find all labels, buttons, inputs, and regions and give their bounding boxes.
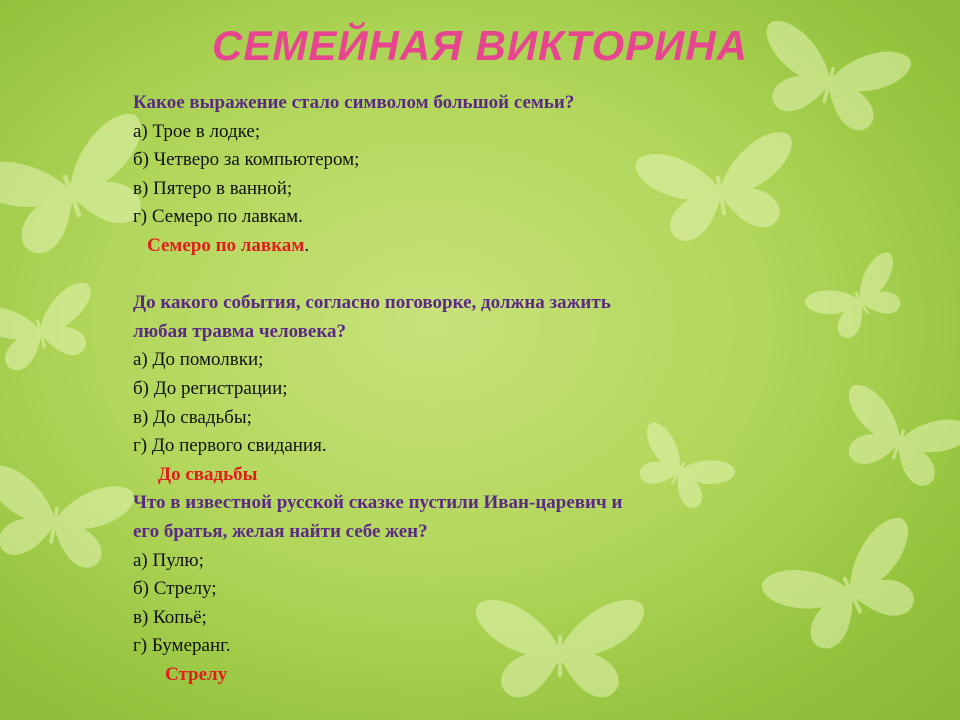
answer-suffix: . <box>304 234 310 256</box>
butterfly-shape <box>827 382 960 496</box>
answer-option: б) Четверо за компьютером; <box>133 149 360 171</box>
question-text: любая травма человека? <box>133 320 347 342</box>
answer-option: а) До помолвки; <box>133 349 264 371</box>
answer-option: в) Пятеро в ванной; <box>133 177 293 199</box>
quiz-content <box>133 89 833 689</box>
answer-option: г) Семеро по лавкам. <box>133 206 303 228</box>
question-text: его братья, желая найти себе жен? <box>133 520 428 542</box>
correct-answer: Стрелу <box>165 663 228 685</box>
answer-option: а) Пулю; <box>133 549 204 571</box>
question-text: Какое выражение стало символом большой семьи? <box>133 92 575 113</box>
butterfly-shape <box>0 464 136 574</box>
question-text: Что в известной русской сказке пустили Иван-царевич и <box>133 492 623 514</box>
page-title: СЕМЕЙНАЯ ВИКТОРИНА <box>211 22 749 69</box>
answer-option: а) Трое в лодке; <box>133 120 261 142</box>
answer-option: б) До регистрации; <box>133 377 288 399</box>
answer-option: г) До первого свидания. <box>133 435 327 457</box>
correct-answer-text: Семеро по лавкам <box>147 234 305 256</box>
answer-option: г) Бумеранг. <box>133 635 231 657</box>
correct-answer: До свадьбы <box>158 463 258 485</box>
answer-option: б) Стрелу; <box>133 578 217 600</box>
correct-answer <box>133 232 833 261</box>
butterfly-shape <box>0 280 106 377</box>
answer-option: в) До свадьбы; <box>133 406 252 428</box>
question-text: До какого события, согласно поговорке, должна зажить <box>133 292 611 314</box>
answer-option: в) Копьё; <box>133 606 207 628</box>
spacer <box>133 261 833 290</box>
